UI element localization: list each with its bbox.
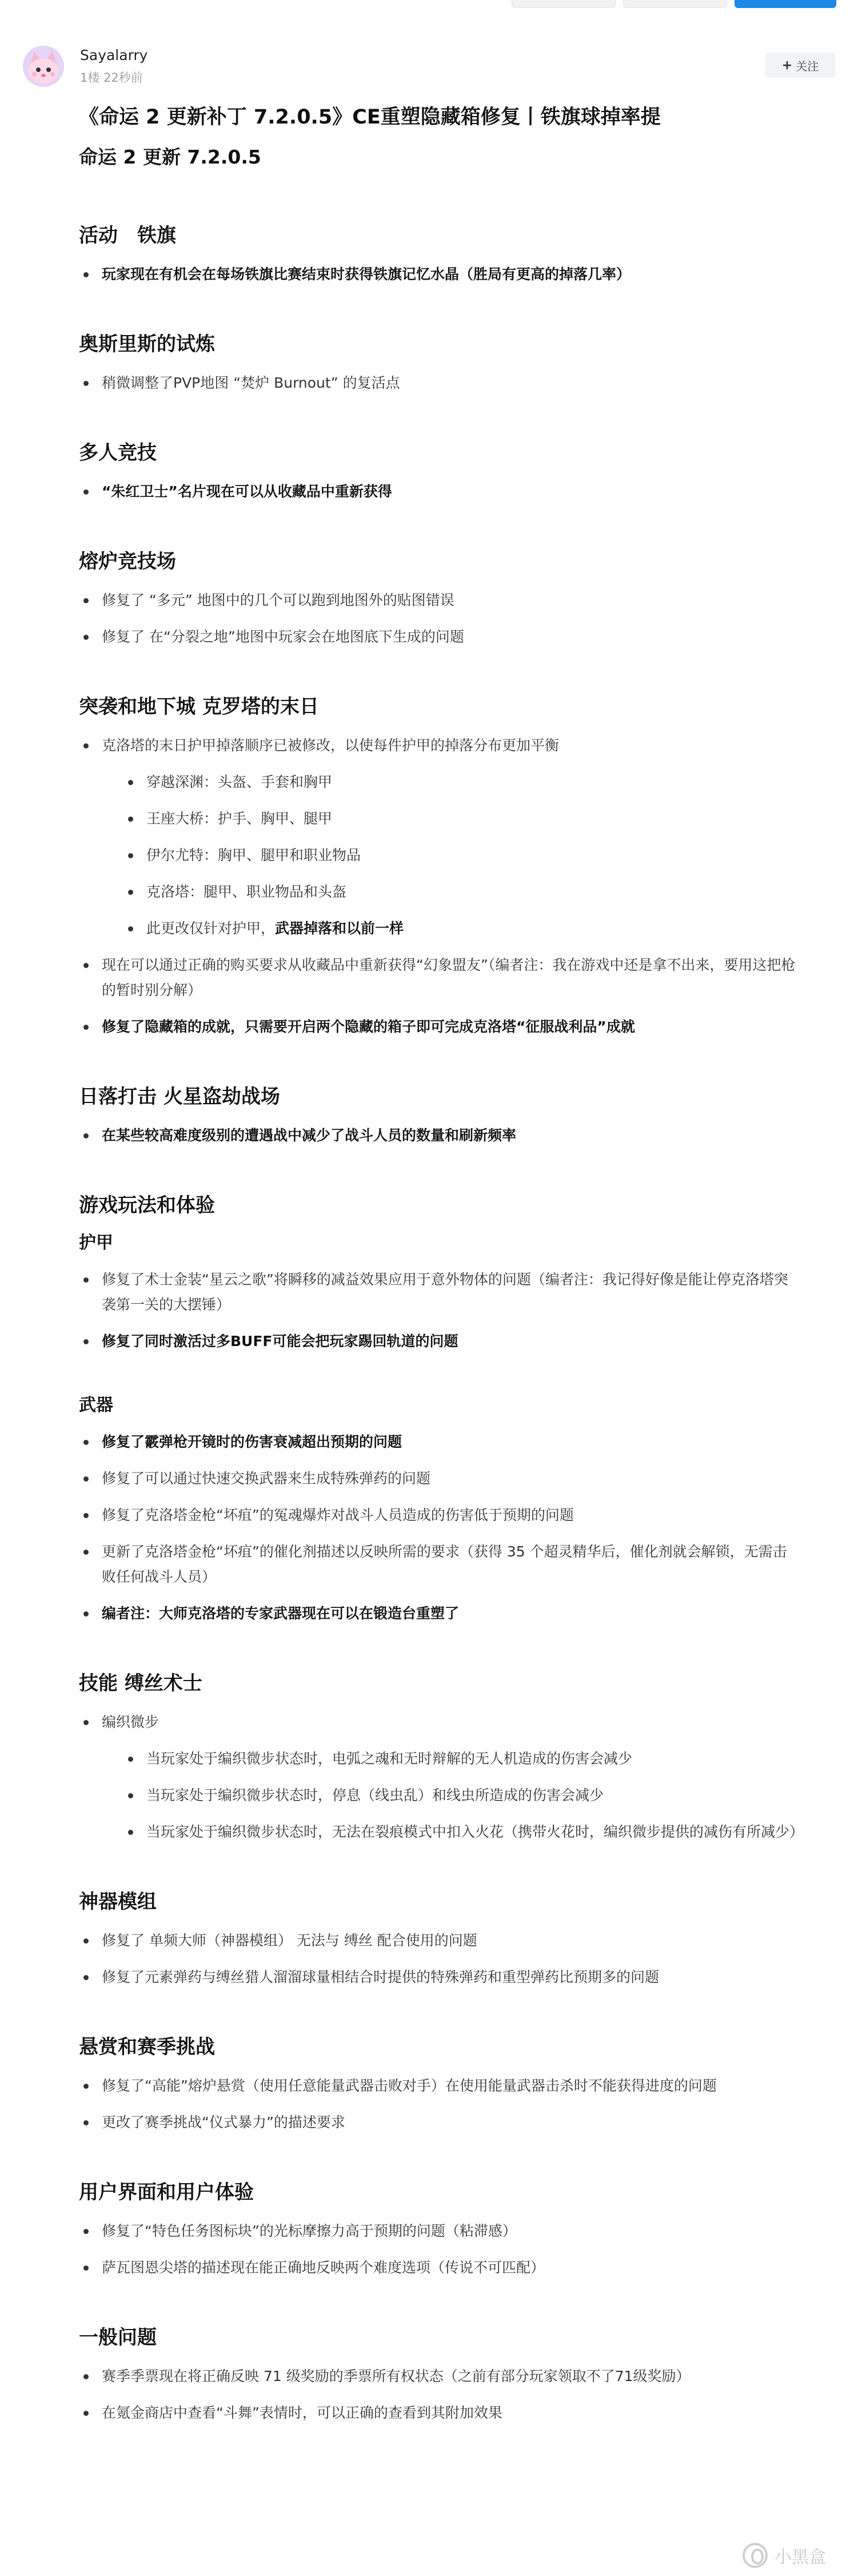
sub-list-item: 克洛塔：腿甲、职业物品和头盔 xyxy=(123,879,799,905)
section-heading: 用户界面和用户体验 xyxy=(79,2181,254,2204)
avatar[interactable] xyxy=(23,46,64,87)
section-heading: 多人竞技 xyxy=(79,441,157,464)
article-subtitle: 命运 2 更新 7.2.0.5 xyxy=(79,146,261,168)
author-row xyxy=(23,41,835,93)
subsection-heading-weapons: 武器 xyxy=(79,1395,113,1415)
sub-list-item: 当玩家处于编织微步状态时，无法在裂痕模式中扣入火花（携带火花时，编织微步提供的减伤有所减少） xyxy=(123,1819,799,1845)
article-title: 《命运 2 更新补丁 7.2.0.5》CE重塑隐藏箱修复丨铁旗球掉率提 xyxy=(79,106,661,129)
list-item: 赛季季票现在将正确反映 71 级奖励的季票所有权状态（之前有部分玩家领取不了71级奖励） xyxy=(79,2364,799,2389)
list-item: 修复了 “多元” 地图中的几个可以跑到地图外的贴图错误 xyxy=(79,588,799,613)
list-item: 在某些较高难度级别的遭遇战中减少了战斗人员的数量和刷新频率 xyxy=(79,1123,799,1148)
section-heading: 一般问题 xyxy=(79,2326,157,2349)
follow-button[interactable] xyxy=(765,53,835,78)
top-toolbar xyxy=(0,0,858,11)
list-item: 萨瓦图恩尖塔的描述现在能正确地反映两个难度选项（传说不可匹配） xyxy=(79,2255,799,2280)
list-item: 修复了霰弹枪开镜时的伤害衰减超出预期的问题 xyxy=(79,1430,799,1455)
section-heading: 熔炉竞技场 xyxy=(79,550,176,573)
avatar-cat-icon xyxy=(23,46,64,87)
list-item: 修复了可以通过快速交换武器来生成特殊弹药的问题 xyxy=(79,1466,799,1491)
section-heading: 游戏玩法和体验 xyxy=(79,1194,215,1217)
section-trials xyxy=(79,332,799,396)
list-item-text: 编织微步 xyxy=(102,1714,159,1730)
sub-list-item: 伊尔尤特：胸甲、腿甲和职业物品 xyxy=(123,843,799,868)
list-item: 修复了“高能”熔炉悬赏（使用任意能量武器击败对手）在使用能量武器击杀时不能获得进度的问题 xyxy=(79,2073,799,2099)
list-item: 编者注：大师克洛塔的专家武器现在可以在锻造台重塑了 xyxy=(79,1601,799,1626)
sub-item-text: 此更改仅针对护甲， xyxy=(146,920,276,937)
list-item: 修复了 在“分裂之地”地图中玩家会在地图底下生成的问题 xyxy=(79,624,799,650)
heybox-logo-icon xyxy=(743,2543,768,2568)
section-bounties xyxy=(79,2034,799,2135)
section-artifact xyxy=(79,1889,799,1990)
sub-list-item: 穿越深渊：头盔、手套和胸甲 xyxy=(123,770,799,795)
subsection-heading-armor: 护甲 xyxy=(79,1233,113,1253)
list-item: 在氪金商店中查看“斗舞”表情时，可以正确的查看到其附加效果 xyxy=(79,2400,799,2426)
section-heading: 神器模组 xyxy=(79,1890,157,1913)
watermark xyxy=(743,2543,826,2568)
section-ui xyxy=(79,2180,799,2280)
list-item: 修复了“特色任务图标块”的光标摩擦力高于预期的问题（粘滞感） xyxy=(79,2219,799,2244)
section-nightfall xyxy=(79,1084,799,1148)
toolbar-button-2[interactable] xyxy=(623,0,727,8)
section-heading: 悬赏和赛季挑战 xyxy=(79,2036,215,2059)
plus-icon: + xyxy=(781,58,793,73)
section-heading: 奥斯里斯的试炼 xyxy=(79,333,215,356)
toolbar-button-1[interactable] xyxy=(512,0,616,8)
list-item: 玩家现在有机会在每场铁旗比赛结束时获得铁旗记忆水晶（胜局有更高的掉落几率） xyxy=(79,262,799,287)
section-forge-arena xyxy=(79,549,799,650)
sub-item-bold: 武器掉落和以前一样 xyxy=(275,920,404,937)
list-item: 修复了同时激活过多BUFF可能会把玩家踢回轨道的问题 xyxy=(79,1329,799,1354)
sub-list-item xyxy=(123,916,799,941)
section-iron-banner xyxy=(79,223,799,287)
list-item: 修复了 单频大师（神器模组） 无法与 缚丝 配合使用的问题 xyxy=(79,1928,799,1953)
section-crucible xyxy=(79,440,799,504)
section-raids xyxy=(79,694,799,1040)
section-general xyxy=(79,2325,799,2426)
floor-number: 1楼 xyxy=(80,71,100,85)
section-skills xyxy=(79,1671,804,1845)
list-item: 修复了术士金装“星云之歌”将瞬移的减益效果应用于意外物体的问题（编者注：我记得好像是能让停克洛塔突袭第一关的大摆锤） xyxy=(79,1267,799,1317)
section-heading: 突袭和地下城 克罗塔的末日 xyxy=(79,695,319,718)
list-item xyxy=(79,733,799,941)
watermark-text: 小黑盒 xyxy=(775,2547,826,2567)
list-item xyxy=(79,1710,804,1845)
follow-label: 关注 xyxy=(796,59,819,73)
list-item: 更新了克洛塔金枪“坏疽”的催化剂描述以反映所需的要求（获得 35 个超灵精华后，催化剂就会解锁，无需击败任何战斗人员） xyxy=(79,1539,799,1590)
section-heading: 日落打击 火星盗劫战场 xyxy=(79,1085,280,1108)
list-item: 更改了赛季挑战“仪式暴力”的描述要求 xyxy=(79,2110,799,2135)
sub-list-item: 当玩家处于编织微步状态时，停息（线虫乱）和线虫所造成的伤害会减少 xyxy=(123,1783,799,1808)
section-heading: 活动 铁旗 xyxy=(79,224,176,247)
list-item: 修复了隐藏箱的成就，只需要开启两个隐藏的箱子即可完成克洛塔“征服战利品”成就 xyxy=(79,1014,799,1040)
section-gameplay xyxy=(79,1193,799,1626)
article-body xyxy=(79,103,804,2437)
list-item: 修复了元素弹药与缚丝猎人溜溜球量相结合时提供的特殊弹药和重型弹药比预期多的问题 xyxy=(79,1965,799,1990)
list-item: 稍微调整了PVP地图 “焚炉 Burnout” 的复活点 xyxy=(79,371,799,396)
toolbar-primary-button[interactable] xyxy=(735,0,836,8)
list-item: 现在可以通过正确的购买要求从收藏品中重新获得“幻象盟友”（编者注：我在游戏中还是拿不出来，要用这把枪的暂时别分解） xyxy=(79,953,799,1003)
author-name[interactable]: Sayalarry xyxy=(80,47,148,63)
post-time: 22秒前 xyxy=(103,71,143,85)
sub-list-item: 王座大桥：护手、胸甲、腿甲 xyxy=(123,806,799,831)
sub-list-item: 当玩家处于编织微步状态时，电弧之魂和无时辩解的无人机造成的伤害会减少 xyxy=(123,1746,799,1771)
list-item-text: 克洛塔的末日护甲掉落顺序已被修改，以使每件护甲的掉落分布更加平衡 xyxy=(102,737,560,754)
list-item: 修复了克洛塔金枪“坏疽”的冤魂爆炸对战斗人员造成的伤害低于预期的问题 xyxy=(79,1503,799,1528)
post-meta xyxy=(80,69,143,86)
section-heading: 技能 缚丝术士 xyxy=(79,1672,202,1695)
list-item: “朱红卫士”名片现在可以从收藏品中重新获得 xyxy=(79,479,799,504)
